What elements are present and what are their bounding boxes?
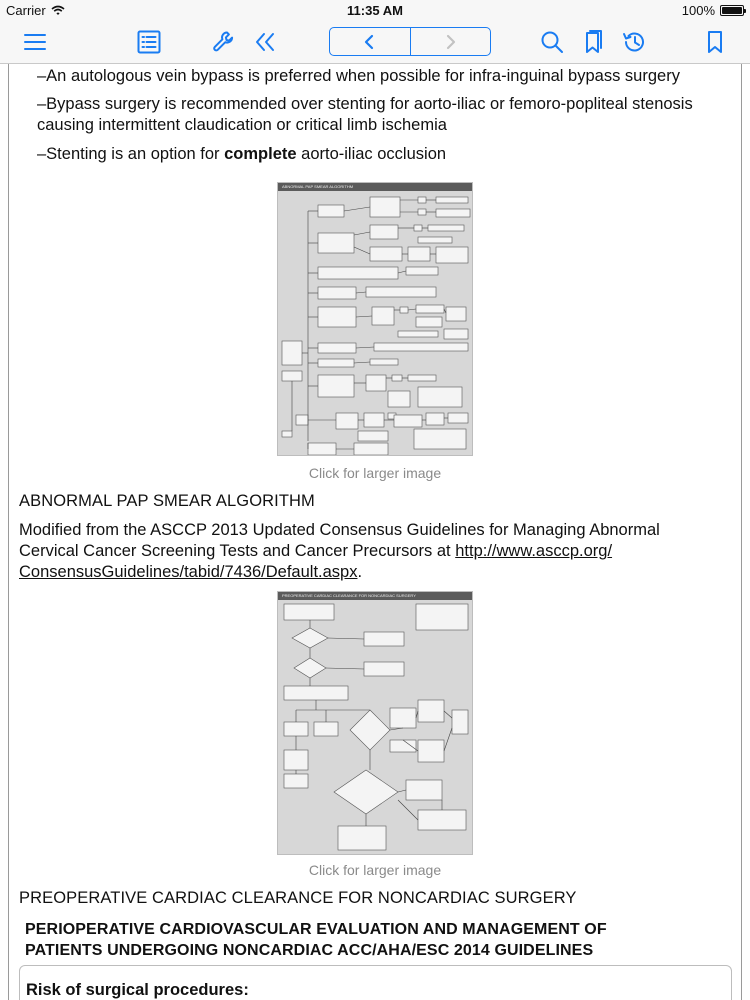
double-chevron-left-icon[interactable] — [251, 28, 279, 56]
list-icon[interactable] — [135, 28, 163, 56]
status-time: 11:35 AM — [347, 3, 403, 18]
right-margin-line — [741, 64, 742, 1000]
source-text: Modified from the ASCCP 2013 Updated Consensus Guidelines for Managing Abnormal Cervical Cancer Screening Tests and Cancer Precursors at — [19, 521, 660, 560]
previous-page-button[interactable] — [330, 28, 410, 55]
document-content[interactable] — [0, 64, 750, 1000]
pap-smear-algorithm-figure[interactable] — [277, 182, 473, 456]
stent-text-before: –Stenting is an option for — [37, 145, 225, 163]
battery-percent: 100% — [681, 3, 715, 18]
figure2-flowchart — [278, 600, 473, 855]
wifi-icon — [51, 5, 65, 16]
asccp-link-part1[interactable]: http://www.asccp.org/ — [455, 542, 613, 560]
pap-smear-source-paragraph — [19, 520, 719, 583]
figure2-title: PREOPERATIVE CARDIAC CLEARANCE FOR NONCARDIAC SURGERY — [278, 592, 472, 600]
risk-table-header: Risk of surgical procedures: — [26, 981, 249, 999]
stent-text-after: aorto-iliac occlusion — [296, 145, 447, 163]
next-page-button[interactable] — [410, 28, 491, 55]
carrier-label: Carrier — [6, 3, 46, 18]
bookmark-icon[interactable] — [701, 28, 729, 56]
source-text-end: . — [357, 563, 363, 581]
bullet-bypass-stenting: –Bypass surgery is recommended over stenting for aorto-iliac or femoro-popliteal stenosis causing intermittent claudication or critical limb ischemia — [37, 95, 693, 134]
left-margin-line — [8, 64, 9, 1000]
wrench-icon[interactable] — [210, 28, 238, 56]
figure2-caption[interactable]: Click for larger image — [308, 862, 442, 878]
status-bar — [0, 0, 750, 20]
section-heading-cardiac-clearance: PREOPERATIVE CARDIAC CLEARANCE FOR NONCARDIAC SURGERY — [19, 889, 577, 907]
bullet-bypass-vein: –An autologous vein bypass is preferred when possible for infra-inguinal bypass surgery — [37, 67, 680, 85]
figure1-title: ABNORMAL PAP SMEAR ALGORITHM — [278, 183, 472, 191]
figure1-caption[interactable]: Click for larger image — [308, 465, 442, 481]
bookmarks-icon[interactable] — [580, 28, 608, 56]
risk-table — [19, 965, 732, 1000]
guideline-title-line2: PATIENTS UNDERGOING NONCARDIAC ACC/AHA/ESC 2014 GUIDELINES — [25, 942, 594, 959]
section-heading-pap-smear: ABNORMAL PAP SMEAR ALGORITHM — [19, 492, 315, 510]
stent-text-bold: complete — [224, 145, 297, 163]
chevron-right-icon — [441, 33, 459, 51]
history-icon[interactable] — [620, 28, 648, 56]
carrier-group — [6, 3, 65, 18]
reader-toolbar — [0, 20, 750, 64]
search-icon[interactable] — [538, 28, 566, 56]
battery-icon — [720, 5, 744, 16]
asccp-link-part2[interactable]: ConsensusGuidelines/tabid/7436/Default.aspx — [19, 563, 358, 581]
guideline-title-line1: PERIOPERATIVE CARDIOVASCULAR EVALUATION AND MANAGEMENT OF — [25, 921, 607, 938]
bullet-stenting-option — [37, 144, 737, 165]
page-nav-segment — [329, 27, 491, 56]
cardiac-clearance-figure[interactable] — [277, 591, 473, 855]
chevron-left-icon — [361, 33, 379, 51]
menu-icon[interactable] — [21, 28, 49, 56]
battery-group — [682, 3, 744, 18]
figure1-flowchart — [278, 191, 473, 456]
